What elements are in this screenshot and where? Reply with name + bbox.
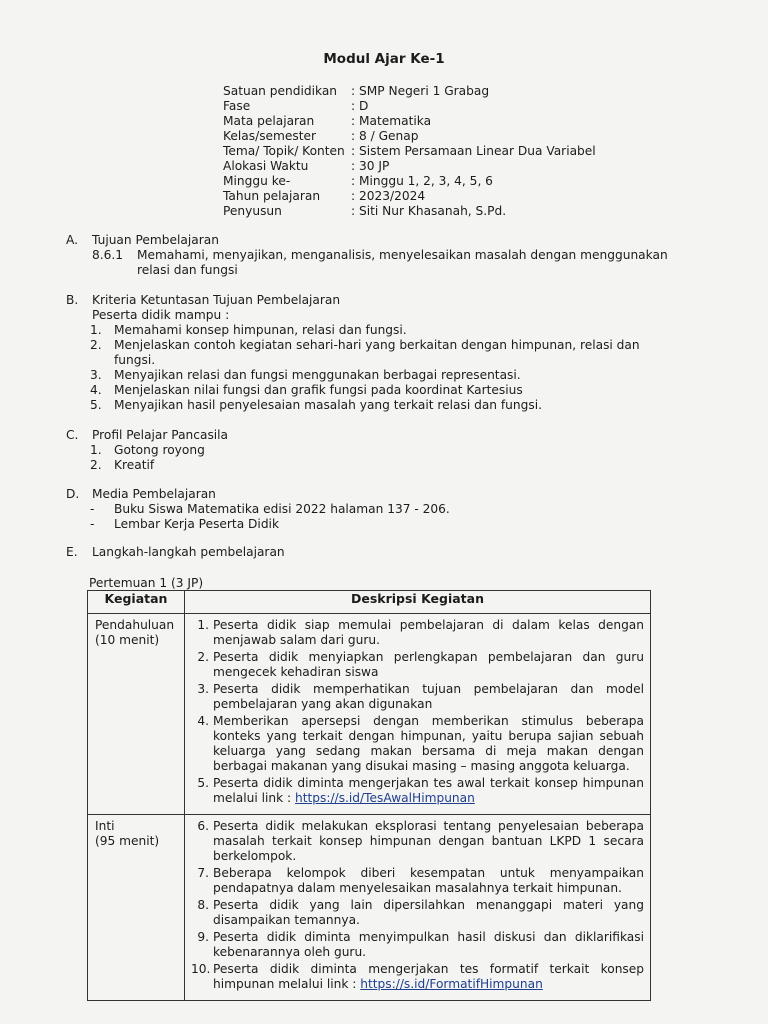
info-value: : 2023/2024: [351, 189, 426, 203]
description-cell: [185, 815, 651, 1001]
step-text: Peserta didik diminta mengerjakan tes formatif terkait konsep himpunan melalui link :: [213, 962, 644, 991]
list-item: [90, 338, 640, 353]
section-heading: Profil Pelajar Pancasila: [92, 428, 229, 442]
section-letter: E.: [66, 545, 78, 559]
section-heading: Kriteria Ketuntasan Tujuan Pembelajaran: [92, 293, 341, 307]
section-letter: C.: [66, 428, 79, 442]
item-text: Gotong royong: [114, 443, 205, 457]
info-value: : Minggu 1, 2, 3, 4, 5, 6: [351, 174, 493, 188]
step-text: Peserta didik yang lain dipersilahkan menanggapi materi yang disampaikan temannya.: [213, 898, 644, 927]
step-number: 3.: [197, 682, 209, 696]
list-item: [90, 383, 640, 398]
step-number: 7.: [197, 866, 209, 880]
activity-table: [87, 590, 651, 1001]
info-row: [223, 129, 596, 144]
item-text: Memahami konsep himpunan, relasi dan fungsi.: [114, 323, 407, 337]
info-label: Tahun pelajaran: [223, 189, 321, 203]
list-item: [191, 930, 644, 960]
step-number: 8.: [197, 898, 209, 912]
item-number: 1.: [90, 443, 102, 457]
formative-test-link[interactable]: https://s.id/FormatifHimpunan: [360, 977, 543, 991]
info-value: : D: [351, 99, 369, 113]
list-item: [191, 776, 644, 806]
list-item: [191, 714, 644, 774]
list-item: [90, 443, 228, 458]
activity-name: Pendahuluan: [95, 618, 175, 632]
list-item: [191, 962, 644, 992]
list-item: [191, 819, 644, 864]
item-text: Menjelaskan contoh kegiatan sehari-hari yang berkaitan dengan himpunan, relasi dan: [114, 338, 640, 352]
identity-table: [223, 84, 596, 219]
item-text: Kreatif: [114, 458, 155, 472]
column-header: Kegiatan: [88, 591, 185, 614]
item-number: 3.: [90, 368, 102, 382]
step-text: Peserta didik diminta menyimpulkan hasil diskusi dan diklarifikasi kebenarannya oleh guru.: [213, 930, 644, 959]
meeting-label: Pertemuan 1 (3 JP): [89, 576, 204, 590]
info-label: Kelas/semester: [223, 129, 317, 143]
list-item: [191, 682, 644, 712]
item-number: 2.: [90, 458, 102, 472]
item-number: 5.: [90, 398, 102, 412]
item-text: Buku Siswa Matematika edisi 2022 halaman 137 - 206.: [114, 502, 450, 516]
info-row: [223, 84, 596, 99]
item-bullet: -: [90, 502, 95, 516]
list-item: [191, 618, 644, 648]
list-item-continued: [90, 353, 640, 368]
activity-cell: [88, 614, 185, 815]
column-header: Deskripsi Kegiatan: [185, 591, 651, 614]
activity-cell: [88, 815, 185, 1001]
activity-name: Inti: [95, 819, 115, 833]
step-number: 2.: [197, 650, 209, 664]
pretest-link[interactable]: https://s.id/TesAwalHimpunan: [295, 791, 475, 805]
activity-duration: (10 menit): [95, 633, 160, 647]
info-label: Mata pelajaran: [223, 114, 315, 128]
step-text: Peserta didik melakukan eksplorasi tentang penyelesaian beberapa masalah terkait konsep himpunan dengan bantuan LKPD 1 secara berkelompok.: [213, 819, 644, 863]
info-row: [223, 99, 596, 114]
page-title: Modul Ajar Ke-1: [323, 51, 445, 67]
item-bullet: -: [90, 517, 95, 531]
info-label: Alokasi Waktu: [223, 159, 309, 173]
section-letter: D.: [66, 487, 80, 501]
table-row: [88, 614, 651, 815]
objective-line: relasi dan fungsi: [137, 263, 238, 277]
info-label: Tema/ Topik/ Konten: [223, 144, 345, 158]
step-number: 9.: [197, 930, 209, 944]
section-letter: A.: [66, 233, 78, 247]
info-label: Penyusun: [223, 204, 282, 218]
step-number: 5.: [197, 776, 209, 790]
info-row: [223, 189, 596, 204]
step-text: Peserta didik menyiapkan perlengkapan pembelajaran dan guru mengecek kehadiran siswa: [213, 650, 644, 679]
section-heading: Media Pembelajaran: [92, 487, 216, 501]
list-item: [90, 517, 450, 532]
step-number: 6.: [197, 819, 209, 833]
objective-code: 8.6.1: [92, 248, 124, 262]
info-row: [223, 174, 596, 189]
list-item: [191, 898, 644, 928]
item-text: Menyajikan hasil penyelesaian masalah yang terkait relasi dan fungsi.: [114, 398, 542, 412]
info-value: : 30 JP: [351, 159, 390, 173]
objective-line: Memahami, menyajikan, menganalisis, menyelesaikan masalah dengan menggunakan: [137, 248, 668, 262]
step-text: Peserta didik memperhatikan tujuan pembelajaran dan model pembelajaran yang akan digunakan: [213, 682, 644, 711]
table-header-row: [88, 591, 651, 614]
item-text: Lembar Kerja Peserta Didik: [114, 517, 280, 531]
list-item: [191, 650, 644, 680]
step-text: Memberikan apersepsi dengan memberikan stimulus beberapa konteks yang terkait dengan himpunan, yaitu berupa sajian sebuah keluarga yang sedang makan bersama di meja makan dengan berbagai makanan yang disukai masing – masing anggota keluarga.: [213, 714, 644, 773]
info-row: [223, 204, 596, 219]
info-value: : Siti Nur Khasanah, S.Pd.: [351, 204, 507, 218]
info-row: [223, 114, 596, 129]
list-item: [191, 866, 644, 896]
step-number: 4.: [197, 714, 209, 728]
item-text: Menyajikan relasi dan fungsi menggunakan berbagai representasi.: [114, 368, 521, 382]
section-c: [66, 428, 228, 473]
item-text: fungsi.: [114, 353, 156, 367]
section-b: [66, 293, 640, 413]
info-row: [223, 144, 596, 159]
list-item: [90, 398, 640, 413]
section-heading: Tujuan Pembelajaran: [92, 233, 219, 247]
activity-duration: (95 menit): [95, 834, 160, 848]
item-number: 2.: [90, 338, 102, 352]
section-a: [66, 233, 668, 278]
item-text: Menjelaskan nilai fungsi dan grafik fungsi pada koordinat Kartesius: [114, 383, 523, 397]
step-number: 10.: [191, 962, 211, 976]
item-number: 4.: [90, 383, 102, 397]
info-value: : Matematika: [351, 114, 432, 128]
table-row: [88, 815, 651, 1001]
section-letter: B.: [66, 293, 79, 307]
info-label: Fase: [223, 99, 251, 113]
info-label: Minggu ke-: [223, 174, 291, 188]
list-item: [90, 502, 450, 517]
section-e: [66, 545, 285, 560]
criteria-intro: Peserta didik mampu :: [92, 308, 230, 322]
list-item: [90, 323, 640, 338]
list-item: [90, 458, 228, 473]
info-value: : SMP Negeri 1 Grabag: [351, 84, 490, 98]
step-number: 1.: [197, 618, 209, 632]
item-number: 1.: [90, 323, 102, 337]
info-value: : Sistem Persamaan Linear Dua Variabel: [351, 144, 596, 158]
info-value: : 8 / Genap: [351, 129, 419, 143]
step-text: Peserta didik siap memulai pembelajaran di dalam kelas dengan menjawab salam dari guru.: [213, 618, 644, 647]
description-cell: [185, 614, 651, 815]
section-d: [66, 487, 450, 532]
step-text: Peserta didik diminta mengerjakan tes awal terkait konsep himpunan melalui link :: [213, 776, 644, 805]
list-item: [90, 368, 640, 383]
info-label: Satuan pendidikan: [223, 84, 338, 98]
step-text: Beberapa kelompok diberi kesempatan untuk menyampaikan pendapatnya dalam menyelesaikan masalahnya terkait himpunan.: [213, 866, 644, 895]
info-row: [223, 159, 596, 174]
section-heading: Langkah-langkah pembelajaran: [92, 545, 285, 559]
